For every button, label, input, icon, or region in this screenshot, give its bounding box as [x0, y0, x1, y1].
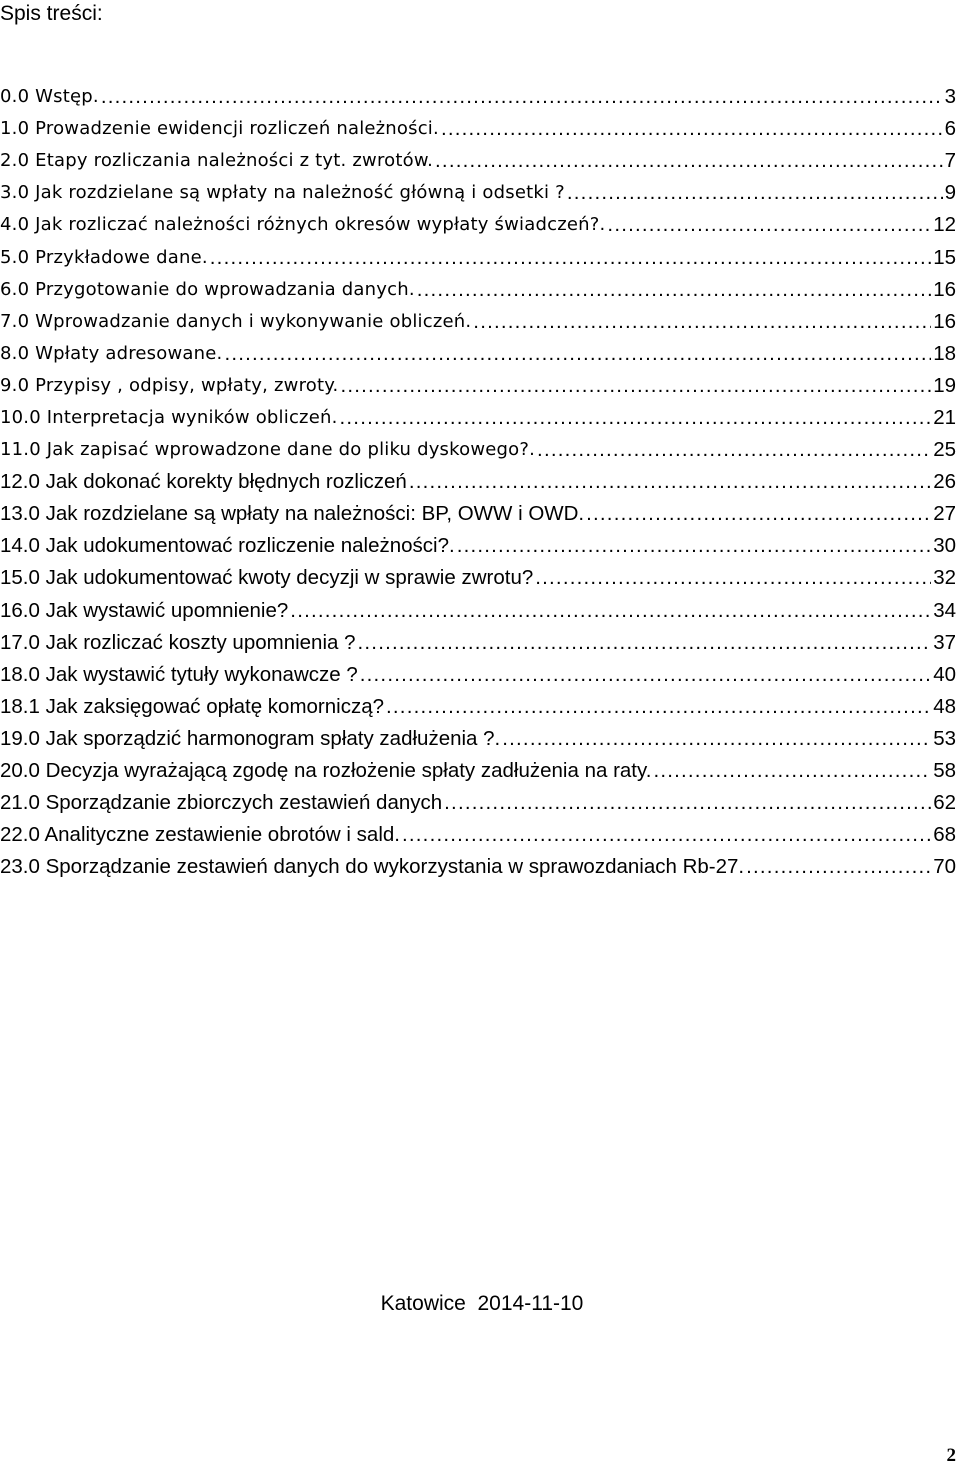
toc-entry-title: 15.0 Jak udokumentować kwoty decyzji w sprawie zwrotu? — [0, 566, 534, 590]
toc-entry[interactable] — [0, 562, 956, 594]
toc-entry-page: 62 — [933, 791, 956, 815]
toc-entry[interactable] — [0, 530, 956, 562]
toc-dot-leader — [535, 565, 931, 591]
toc-entry-title: 7.0 Wprowadzanie danych i wykonywanie obliczeń. — [0, 310, 472, 332]
toc-dot-leader — [441, 116, 943, 142]
toc-entry-title: 2.0 Etapy rozliczania należności z tyt. zwrotów. — [0, 150, 434, 172]
toc-dot-leader — [409, 469, 931, 495]
toc-entry-page: 48 — [933, 694, 956, 718]
toc-entry[interactable] — [0, 851, 956, 883]
toc-dot-leader — [340, 373, 931, 399]
toc-entry-title: 22.0 Analityczne zestawienie obrotów i sald. — [0, 823, 400, 847]
toc-entry[interactable] — [0, 659, 956, 691]
toc-dot-leader — [360, 662, 931, 688]
toc-entry-page: 16 — [933, 277, 956, 301]
place-date: Katowice 2014-11-10 — [380, 1292, 584, 1315]
toc-entry-page: 12 — [933, 213, 956, 237]
toc-entry-title: 21.0 Sporządzanie zbiorczych zestawień danych — [0, 791, 443, 815]
toc-dot-leader — [444, 790, 931, 816]
toc-entry[interactable] — [0, 113, 956, 145]
toc-dot-leader — [457, 533, 932, 559]
toc-entry[interactable] — [0, 370, 956, 402]
toc-entry-title: 20.0 Decyzja wyrażającą zgodę na rozłożenie spłaty zadłużenia na raty. — [0, 759, 652, 783]
toc-heading: Spis treści: — [0, 2, 103, 25]
toc-entry-page: 37 — [933, 630, 956, 654]
toc-entry[interactable] — [0, 755, 956, 787]
toc-entry-page: 6 — [944, 117, 956, 141]
toc-entry-page: 53 — [933, 726, 956, 750]
toc-entry-page: 21 — [933, 405, 956, 429]
toc-entry[interactable] — [0, 177, 956, 209]
toc-entry-page: 16 — [933, 309, 956, 333]
toc-entry-page: 18 — [933, 341, 956, 365]
toc-entry-page: 58 — [933, 759, 956, 783]
toc-entry-page: 7 — [944, 149, 956, 173]
toc-dot-leader — [746, 854, 931, 880]
toc-entry[interactable] — [0, 595, 956, 627]
toc-dot-leader — [101, 84, 943, 110]
toc-entry-title: 18.1 Jak zaksięgować opłatę komorniczą? — [0, 694, 385, 718]
toc-entry-title: 11.0 Jak zapisać wprowadzone dane do pliku dyskowego?. — [0, 439, 536, 461]
toc-entry-page: 25 — [933, 438, 956, 462]
toc-entry[interactable] — [0, 241, 956, 273]
toc-dot-leader — [473, 309, 931, 335]
toc-entry-page: 15 — [933, 245, 956, 269]
toc-entry-title: 14.0 Jak udokumentować rozliczenie należności?. — [0, 534, 455, 558]
toc-entry-page: 9 — [944, 181, 956, 205]
toc-entry-page: 26 — [933, 470, 956, 494]
toc-entry-title: 10.0 Interpretacja wyników obliczeń. — [0, 406, 338, 428]
toc-entry-page: 40 — [933, 662, 956, 686]
toc-dot-leader — [224, 341, 931, 367]
toc-entry-page: 32 — [933, 566, 956, 590]
toc-dot-leader — [502, 726, 931, 752]
toc-dot-leader — [607, 212, 931, 238]
toc-dot-leader — [340, 405, 932, 431]
toc-entry[interactable] — [0, 434, 956, 466]
toc-entry[interactable] — [0, 498, 956, 530]
toc-dot-leader — [567, 180, 943, 206]
toc-dot-leader — [386, 694, 931, 720]
toc-dot-leader — [358, 630, 932, 656]
toc-dot-leader — [586, 501, 931, 527]
toc-entry-title: 19.0 Jak sporządzić harmonogram spłaty zadłużenia ?. — [0, 726, 501, 750]
toc-entry[interactable] — [0, 627, 956, 659]
toc-entry-page: 3 — [944, 85, 956, 109]
toc-entry[interactable] — [0, 274, 956, 306]
toc-entry-title: 5.0 Przykładowe dane. — [0, 246, 208, 268]
toc-entry-title: 1.0 Prowadzenie ewidencji rozliczeń należności. — [0, 118, 439, 140]
toc-entry-title: 17.0 Jak rozliczać koszty upomnienia ? — [0, 630, 356, 654]
toc-dot-leader — [210, 245, 931, 271]
toc-entry-page: 19 — [933, 373, 956, 397]
toc-dot-leader — [417, 277, 931, 303]
toc-entry-title: 6.0 Przygotowanie do wprowadzania danych. — [0, 278, 415, 300]
toc-entry-page: 70 — [933, 855, 956, 879]
toc-entry-title: 23.0 Sporządzanie zestawień danych do wykorzystania w sprawozdaniach Rb-27. — [0, 855, 745, 879]
toc-dot-leader — [402, 822, 931, 848]
toc-entry-title: 0.0 Wstęp. — [0, 86, 99, 108]
toc-dot-leader — [653, 758, 931, 784]
toc-entry-title: 13.0 Jak rozdzielane są wpłaty na należności: BP, OWW i OWD. — [0, 502, 585, 526]
toc-entry-title: 18.0 Jak wystawić tytuły wykonawcze ? — [0, 662, 358, 686]
toc-entry-page: 68 — [933, 823, 956, 847]
toc-dot-leader — [537, 437, 931, 463]
toc-entry-page: 34 — [933, 598, 956, 622]
toc-entry[interactable] — [0, 819, 956, 851]
toc-entry[interactable] — [0, 787, 956, 819]
toc-entry[interactable] — [0, 402, 956, 434]
toc-entry-title: 9.0 Przypisy , odpisy, wpłaty, zwroty. — [0, 374, 339, 396]
table-of-contents — [0, 81, 956, 883]
toc-dot-leader — [435, 148, 943, 174]
toc-entry[interactable] — [0, 723, 956, 755]
page-number: 2 — [946, 1445, 956, 1466]
toc-entry[interactable] — [0, 466, 956, 498]
toc-entry[interactable] — [0, 306, 956, 338]
toc-entry-title: 4.0 Jak rozliczać należności różnych okresów wypłaty świadczeń?. — [0, 214, 606, 236]
toc-entry-title: 8.0 Wpłaty adresowane. — [0, 342, 223, 364]
toc-entry[interactable] — [0, 145, 956, 177]
toc-entry[interactable] — [0, 338, 956, 370]
toc-entry-page: 30 — [933, 534, 956, 558]
toc-dot-leader — [290, 598, 931, 624]
toc-entry-page: 27 — [933, 502, 956, 526]
toc-entry[interactable] — [0, 691, 956, 723]
toc-entry[interactable] — [0, 209, 956, 241]
toc-entry-title: 12.0 Jak dokonać korekty błędnych rozliczeń — [0, 470, 407, 494]
toc-entry[interactable] — [0, 81, 956, 113]
toc-entry-title: 3.0 Jak rozdzielane są wpłaty na należność główną i odsetki ? — [0, 182, 565, 204]
toc-entry-title: 16.0 Jak wystawić upomnienie? — [0, 598, 289, 622]
